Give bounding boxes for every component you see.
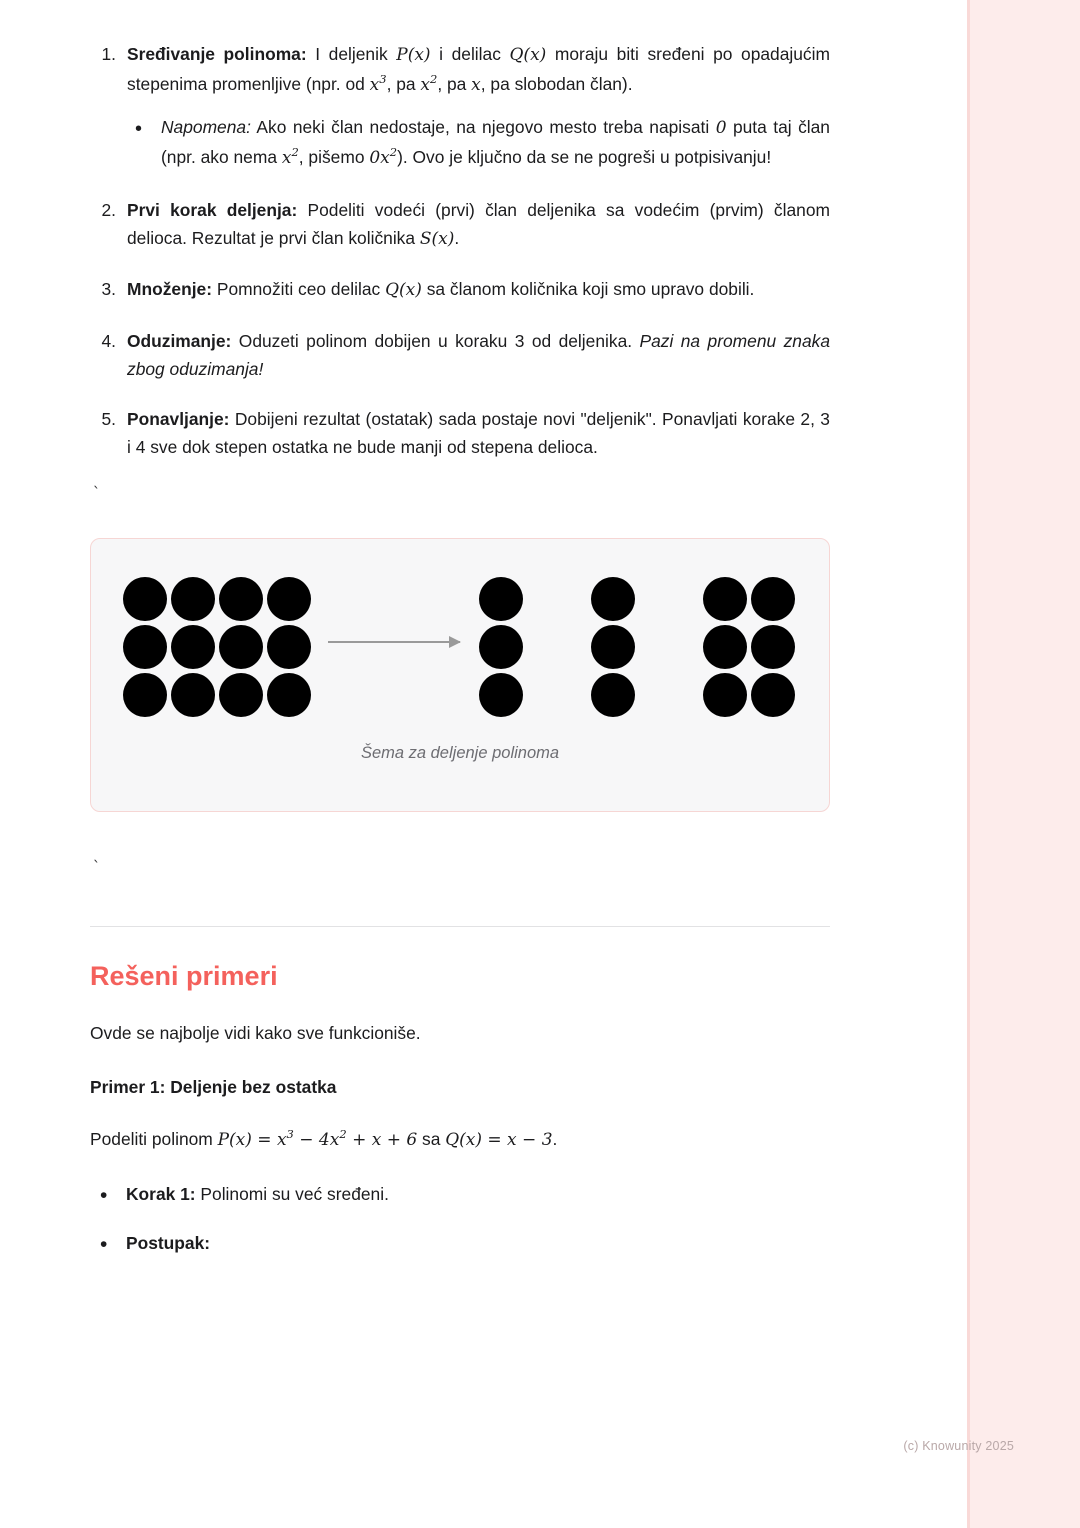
note-text: , pišemo [298, 147, 370, 168]
bullet-title: Postupak: [126, 1233, 211, 1254]
document-content [90, 40, 830, 1280]
list-marker: 2. [101, 199, 116, 220]
step-title: Sređivanje polinoma: [127, 44, 307, 64]
dot [591, 625, 635, 669]
code-mark: ` [92, 857, 102, 876]
dot [751, 577, 795, 621]
arrow-right-icon [328, 641, 460, 643]
step-text: Dobijeni rezultat (ostatak) sada postaje novi "deljenik". Ponavljati korake 2, 3 i 4 sve dok stepen ostatka ne bude manji od stepena delioca. [127, 409, 830, 458]
step-text: Podeliti vodeći (prvi) član deljenika sa vodećim (prvim) članom delioca. Rezultat je prvi član količnika [127, 199, 830, 248]
dot [267, 673, 311, 717]
dot [171, 625, 215, 669]
list-item [90, 1181, 830, 1209]
dot [171, 577, 215, 621]
step-text: Oduzeti polinom dobijen u koraku 3 od deljenika. [238, 330, 640, 351]
section-intro: Ovde se najbolje vidi kako sve funkcioniše. [90, 1022, 421, 1043]
math-exponent: 2 [339, 1127, 347, 1142]
math-polynomial-q: Q(x) = x − 3 [445, 1130, 553, 1151]
list-item [90, 405, 830, 461]
dot [703, 577, 747, 621]
math-zero: 0 [715, 118, 727, 139]
dot [479, 577, 523, 621]
note-text: ). Ovo je ključno da se ne pogreši u potpisivanju! [397, 147, 772, 168]
math-x: x [420, 74, 430, 95]
figure-dots [91, 539, 829, 739]
dot [123, 577, 167, 621]
step-text: , pa [437, 73, 472, 94]
figure-caption: Šema za deljenje polinoma [360, 743, 560, 762]
note-list [127, 113, 830, 173]
section-heading: Rešeni primeri [90, 960, 278, 991]
dot [591, 673, 635, 717]
math-x: x [471, 74, 481, 95]
dot [703, 625, 747, 669]
dot [591, 577, 635, 621]
math-px: P(x) [396, 45, 431, 65]
dot [267, 577, 311, 621]
step-text: i delilac [430, 44, 510, 64]
section-divider [90, 926, 830, 927]
figure-polynomial-scheme [90, 538, 830, 812]
list-marker: 5. [101, 409, 116, 430]
dot [123, 673, 167, 717]
step-text: . [454, 227, 460, 248]
step-text: sa članom količnika koji smo upravo dobili. [421, 279, 755, 300]
dot [219, 673, 263, 717]
list-marker: 4. [101, 330, 116, 351]
right-margin-strip [970, 0, 1080, 1528]
step-text: , pa [386, 73, 421, 94]
dot [751, 673, 795, 717]
math-polynomial-p3: + x + 6 [346, 1130, 418, 1151]
math-sx: S(x) [419, 228, 455, 249]
list-marker: 1. [101, 44, 116, 64]
note-text: puta taj član (npr. ako nema [161, 117, 830, 168]
math-exponent: 3 [286, 1127, 294, 1142]
step-text: , pa slobodan član). [480, 73, 633, 94]
bullet-text: Polinomi su već sređeni. [195, 1183, 389, 1204]
step-text: moraju biti sređeni po opadajućim stepenima promenljive (npr. od [127, 44, 830, 94]
example-text: sa [417, 1129, 446, 1150]
step-title: Množenje: [127, 279, 213, 300]
step-title: Ponavljanje: [127, 409, 230, 430]
watermark: (c) Knowunity 2025 [903, 1439, 1014, 1453]
note-label: Napomena: [161, 117, 251, 138]
step-text: I deljenik [315, 44, 397, 64]
math-qx: Q(x) [385, 280, 422, 301]
dot [219, 577, 263, 621]
math-exponent: 3 [379, 71, 387, 86]
math-polynomial-p: P(x) = x [217, 1130, 287, 1151]
step-text: Pomnožiti ceo delilac [216, 279, 386, 300]
example-steps-list [90, 1181, 830, 1259]
math-exponent: 2 [389, 145, 398, 160]
list-item [90, 327, 830, 383]
math-zero-x: 0x [369, 148, 390, 169]
dot [751, 625, 795, 669]
list-item [90, 196, 830, 254]
math-exponent: 2 [430, 71, 438, 86]
note-text: Ako neki član nedostaje, na njegovo mesto treba napisati [250, 117, 716, 138]
code-mark: ` [92, 483, 102, 502]
dot [171, 673, 215, 717]
list-item [127, 113, 830, 173]
step-emphasis: Pazi na promenu znaka zbog oduzimanja! [127, 330, 830, 379]
list-item [90, 1230, 830, 1258]
bullet-title: Korak 1: [126, 1183, 196, 1204]
math-x: x [281, 148, 292, 169]
list-marker: 3. [101, 279, 116, 300]
example-statement [90, 1126, 830, 1154]
list-item [90, 40, 830, 174]
list-item [90, 275, 830, 305]
example-text: Podeliti polinom [90, 1129, 218, 1150]
dot [267, 625, 311, 669]
step-title: Oduzimanje: [127, 330, 232, 351]
example-title: Primer 1: Deljenje bez ostatka [90, 1077, 337, 1098]
dot [219, 625, 263, 669]
math-x: x [369, 74, 380, 95]
math-qx: Q(x) [509, 45, 547, 65]
steps-list [90, 40, 830, 462]
math-exponent: 2 [291, 145, 299, 160]
dot [703, 673, 747, 717]
example-text: . [552, 1129, 558, 1150]
dot [479, 673, 523, 717]
step-title: Prvi korak deljenja: [127, 199, 298, 220]
math-polynomial-p2: − 4x [293, 1130, 340, 1151]
dot [479, 625, 523, 669]
dot [123, 625, 167, 669]
